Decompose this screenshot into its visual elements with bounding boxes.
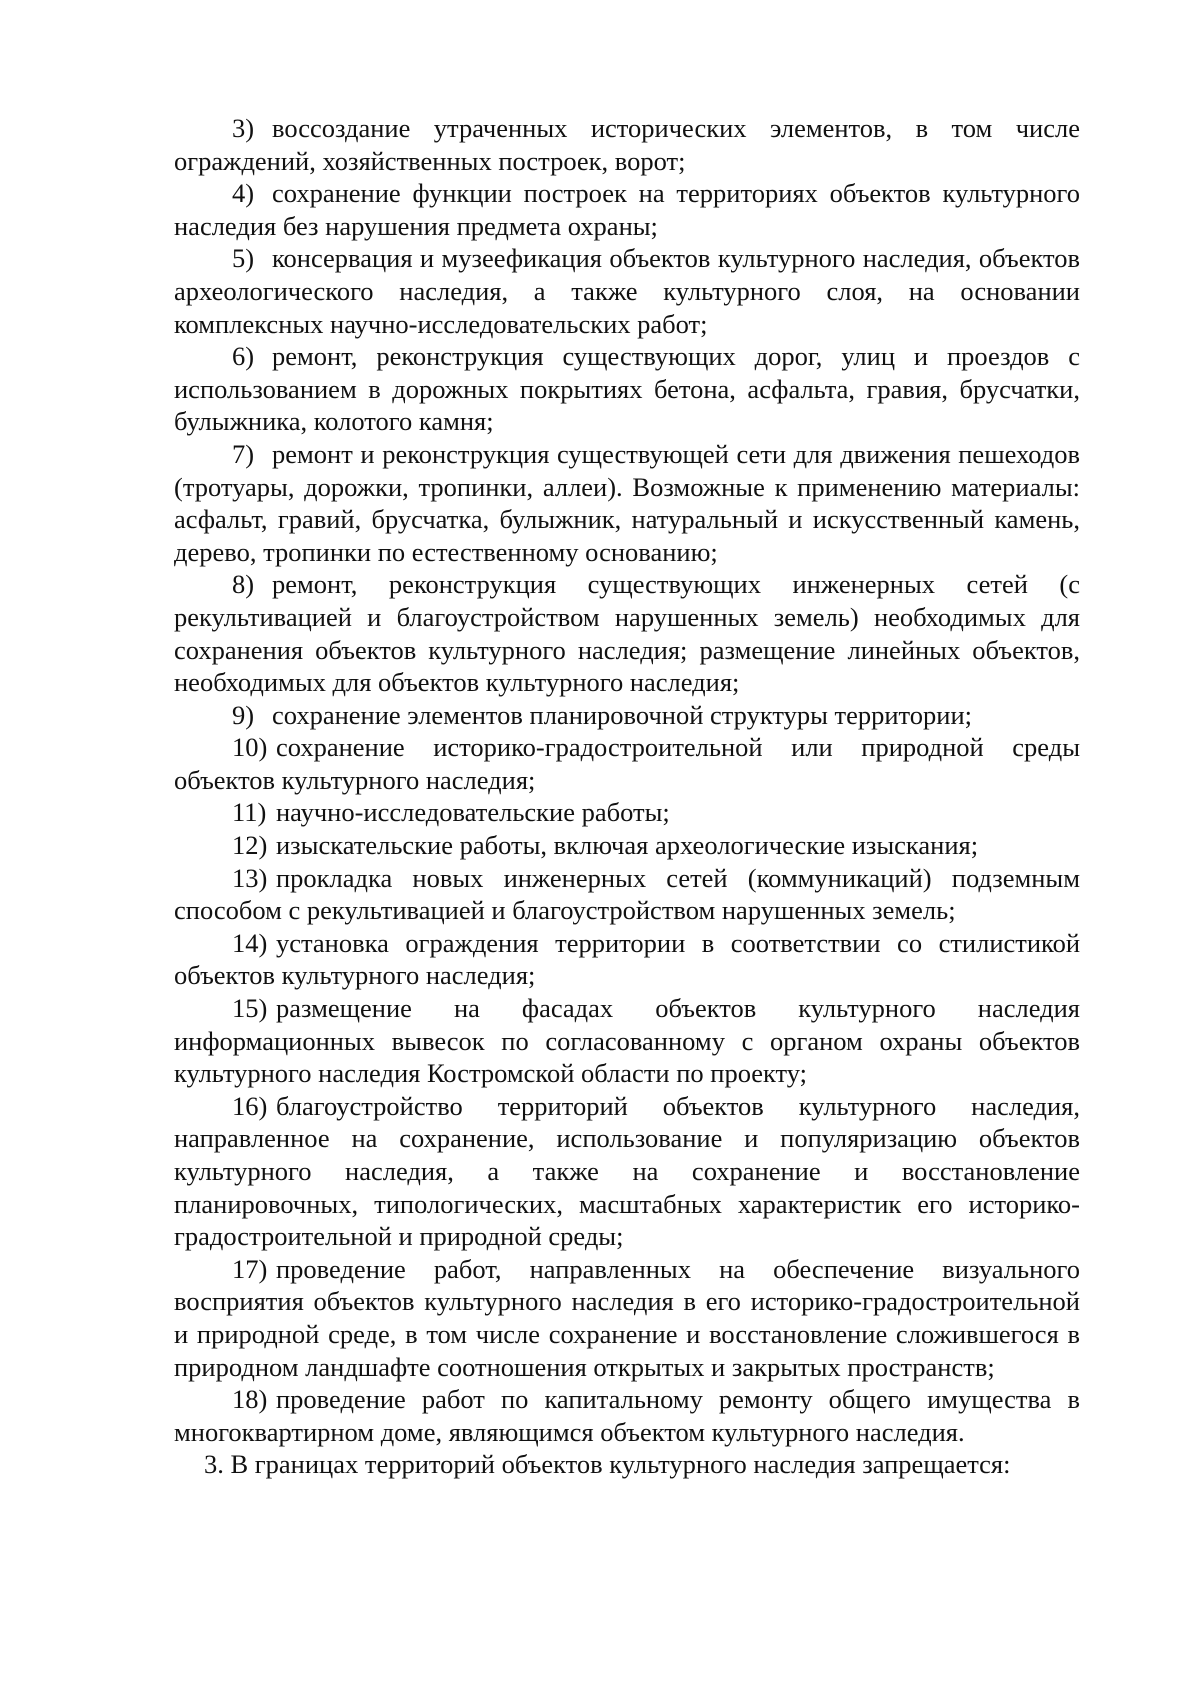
item-text: ремонт, реконструкция существующих дорог, улиц и проездов с использованием в дорожных покрытиях бетона, асфальта, гравия, брусчатки, булыжника, колотого камня; <box>174 341 1080 437</box>
item-text: проведение работ по капитальному ремонту общего имущества в многоквартирном доме, являющимся объектом культурного наследия. <box>174 1384 1080 1447</box>
item-number: 10) <box>232 732 268 763</box>
list-item <box>174 340 1080 438</box>
item-number: 12) <box>232 830 268 861</box>
item-number: 3) <box>232 113 255 143</box>
item-number: 5) <box>232 243 255 274</box>
item-number: 15) <box>232 993 268 1024</box>
list-item <box>174 699 1080 732</box>
list-item <box>174 829 1080 862</box>
document-body <box>174 112 1080 1481</box>
list-item <box>174 927 1080 992</box>
list-item <box>174 796 1080 829</box>
item-text: сохранение историко-градостроительной или природной среды объектов культурного наследия; <box>174 732 1080 795</box>
item-number: 4) <box>232 178 255 209</box>
item-text: научно-исследовательские работы; <box>276 797 670 828</box>
section-point-3: 3. В границах территорий объектов культурного наследия запрещается: <box>204 1449 1011 1480</box>
list-item <box>174 112 1080 177</box>
list-item <box>174 438 1080 568</box>
list-item <box>174 1383 1080 1448</box>
item-number: 8) <box>232 569 255 600</box>
list-item <box>174 992 1080 1090</box>
item-text: благоустройство территорий объектов культурного наследия, направленное на сохранение, использование и популяризацию объектов культурного наследия, а также на сохранение и восстановление планировочных, типологических, масштабных характеристик его историко-градостроительной и природной среды; <box>174 1090 1080 1252</box>
item-number: 7) <box>232 438 255 469</box>
item-text: ремонт и реконструкция существующей сети для движения пешеходов (тротуары, дорожки, тропинки, аллеи). Возможные к применению материалы: асфальт, гравий, брусчатка, булыжник, натуральный и искусственный камень, дерево, тропинки по естественному основанию; <box>174 438 1080 567</box>
item-text: проведение работ, направленных на обеспечение визуального восприятия объектов культурного наследия в его историко-градостроительной и природной среде, в том числе сохранение и восстановление сложившегося в природном ландшафте соотношения открытых и закрытых пространств; <box>174 1253 1080 1382</box>
item-number: 11) <box>232 797 267 828</box>
item-text: сохранение функции построек на территориях объектов культурного наследия без нарушения предмета охраны; <box>174 178 1080 241</box>
list-item <box>174 731 1080 796</box>
list-item <box>174 1253 1080 1383</box>
item-text: воссоздание утраченных исторических элементов, в том числе ограждений, хозяйственных построек, ворот; <box>174 113 1080 176</box>
item-text: прокладка новых инженерных сетей (коммуникаций) подземным способом с рекультивацией и благоустройством нарушенных земель; <box>174 862 1080 926</box>
item-text: изыскательские работы, включая археологические изыскания; <box>276 830 979 861</box>
list-item <box>174 177 1080 242</box>
item-text: сохранение элементов планировочной структуры территории; <box>272 699 972 730</box>
list-item <box>174 862 1080 927</box>
item-text: ремонт, реконструкция существующих инженерных сетей (с рекультивацией и благоустройством нарушенных земель) необходимых для сохранения объектов культурного наследия; размещение линейных объектов, необходимых для объектов культурного наследия; <box>174 569 1080 698</box>
item-number: 6) <box>232 341 255 372</box>
item-text: размещение на фасадах объектов культурного наследия информационных вывесок по согласованному с органом охраны объектов культурного наследия Костромской области по проекту; <box>174 993 1080 1089</box>
item-text: консервация и музеефикация объектов культурного наследия, объектов археологического наследия, а также культурного слоя, на основании комплексных научно-исследовательских работ; <box>174 243 1080 339</box>
item-number: 18) <box>232 1384 268 1415</box>
item-number: 9) <box>232 699 255 730</box>
item-text: установка ограждения территории в соответствии со стилистикой объектов культурного наследия; <box>174 927 1080 991</box>
list-item <box>174 1090 1080 1253</box>
item-number: 16) <box>232 1090 268 1121</box>
item-number: 13) <box>232 862 268 893</box>
list-item <box>174 242 1080 340</box>
list-item <box>174 568 1080 698</box>
item-number: 17) <box>232 1253 268 1284</box>
item-number: 14) <box>232 927 268 958</box>
